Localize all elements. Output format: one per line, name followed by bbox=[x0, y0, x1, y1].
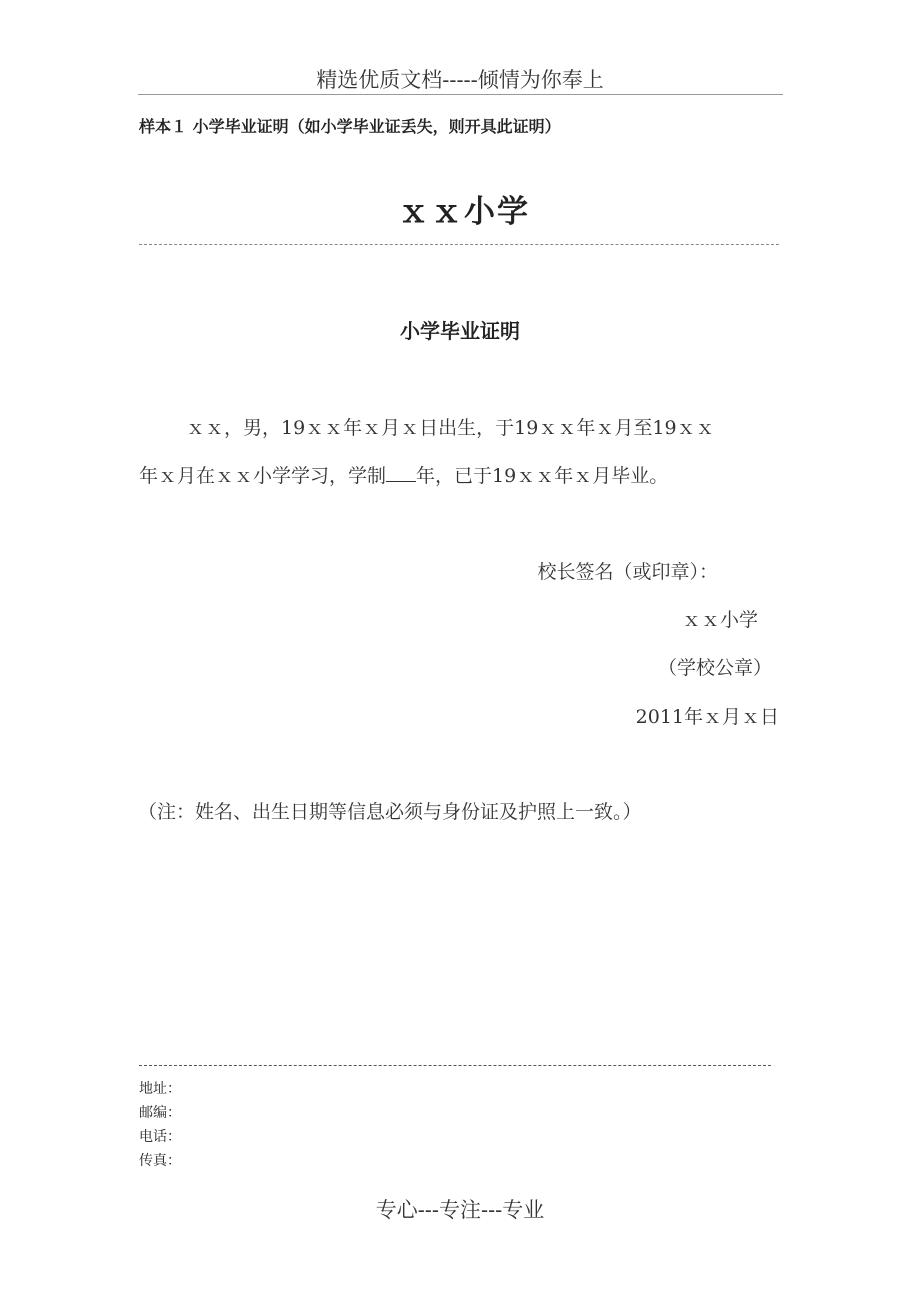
school-divider bbox=[139, 244, 779, 245]
certificate-title: 小学毕业证明 bbox=[400, 319, 520, 343]
footer-divider bbox=[139, 1065, 771, 1066]
page-header: 精选优质文档-----倾情为你奉上 bbox=[316, 68, 604, 92]
issue-date: 2011年ｘ月ｘ日 bbox=[635, 706, 779, 728]
header-rule bbox=[138, 94, 783, 95]
body-line-2-start: 年ｘ月在ｘｘ小学学习，学制 bbox=[139, 465, 387, 487]
contact-address: 地址： bbox=[139, 1081, 181, 1097]
contact-fax: 传真： bbox=[139, 1153, 181, 1169]
body-line-1: ｘｘ，男，19ｘｘ年ｘ月ｘ日出生，于19ｘｘ年ｘ月至19ｘｘ bbox=[186, 417, 715, 439]
body-line-2-end: 年，已于19ｘｘ年ｘ月毕业。 bbox=[416, 465, 669, 487]
school-name-heading: ｘｘ小学 bbox=[398, 194, 530, 230]
contact-postcode: 邮编： bbox=[139, 1105, 181, 1121]
body-line-2 bbox=[139, 461, 668, 488]
duration-blank bbox=[386, 463, 416, 482]
school-signature: ｘｘ小学 bbox=[681, 609, 758, 631]
sample-title: 样本１ 小学毕业证明（如小学毕业证丢失，则开具此证明） bbox=[139, 117, 561, 136]
page-footer: 专心---专注---专业 bbox=[375, 1198, 545, 1222]
contact-phone: 电话： bbox=[139, 1129, 181, 1145]
note-text: （注：姓名、出生日期等信息必须与身份证及护照上一致。） bbox=[138, 801, 642, 823]
principal-signature-label: 校长签名（或印章）： bbox=[537, 561, 718, 583]
school-seal-note: （学校公章） bbox=[657, 657, 772, 679]
contact-list bbox=[139, 1077, 181, 1173]
